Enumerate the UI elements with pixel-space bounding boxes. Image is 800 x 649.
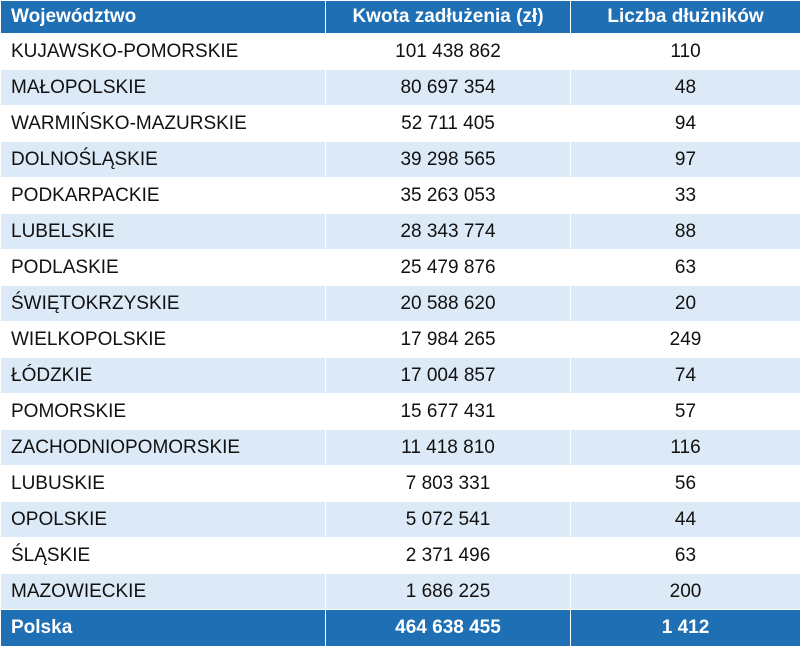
table-row — [1, 466, 800, 502]
cell-amount: 80 697 354 — [326, 70, 571, 106]
cell-total-debtors: 1 412 — [571, 610, 800, 647]
table-row — [1, 250, 800, 286]
cell-debtors: 57 — [571, 394, 800, 430]
table-row — [1, 358, 800, 394]
cell-region: ZACHODNIOPOMORSKIE — [1, 430, 326, 466]
table-header — [1, 1, 800, 34]
table-total-row — [1, 610, 800, 647]
cell-amount: 35 263 053 — [326, 178, 571, 214]
cell-amount: 5 072 541 — [326, 502, 571, 538]
cell-amount: 25 479 876 — [326, 250, 571, 286]
table-row — [1, 214, 800, 250]
cell-region: PODKARPACKIE — [1, 178, 326, 214]
cell-region: ŚLĄSKIE — [1, 538, 326, 574]
table-row — [1, 286, 800, 322]
cell-debtors: 74 — [571, 358, 800, 394]
cell-debtors: 110 — [571, 34, 800, 70]
cell-debtors: 63 — [571, 538, 800, 574]
cell-amount: 7 803 331 — [326, 466, 571, 502]
table-row — [1, 538, 800, 574]
table-row — [1, 178, 800, 214]
cell-region: LUBUSKIE — [1, 466, 326, 502]
cell-debtors: 97 — [571, 142, 800, 178]
table-row — [1, 322, 800, 358]
cell-debtors: 116 — [571, 430, 800, 466]
cell-region: WIELKOPOLSKIE — [1, 322, 326, 358]
cell-debtors: 33 — [571, 178, 800, 214]
cell-amount: 101 438 862 — [326, 34, 571, 70]
cell-amount: 15 677 431 — [326, 394, 571, 430]
table-row — [1, 502, 800, 538]
column-header-region: Województwo — [1, 1, 326, 34]
cell-region: PODLASKIE — [1, 250, 326, 286]
table-row — [1, 34, 800, 70]
cell-total-label: Polska — [1, 610, 326, 647]
cell-amount: 1 686 225 — [326, 574, 571, 610]
cell-amount: 17 004 857 — [326, 358, 571, 394]
cell-amount: 39 298 565 — [326, 142, 571, 178]
table-row — [1, 106, 800, 142]
table-body — [1, 34, 800, 647]
table-row — [1, 142, 800, 178]
cell-region: KUJAWSKO-POMORSKIE — [1, 34, 326, 70]
cell-amount: 52 711 405 — [326, 106, 571, 142]
table-row — [1, 574, 800, 610]
cell-region: ŁÓDZKIE — [1, 358, 326, 394]
cell-debtors: 56 — [571, 466, 800, 502]
column-header-debtors: Liczba dłużników — [571, 1, 800, 34]
table-header-row — [1, 1, 800, 34]
cell-region: MAZOWIECKIE — [1, 574, 326, 610]
cell-region: POMORSKIE — [1, 394, 326, 430]
cell-debtors: 48 — [571, 70, 800, 106]
cell-amount: 11 418 810 — [326, 430, 571, 466]
cell-debtors: 200 — [571, 574, 800, 610]
cell-debtors: 20 — [571, 286, 800, 322]
cell-debtors: 88 — [571, 214, 800, 250]
cell-region: LUBELSKIE — [1, 214, 326, 250]
cell-amount: 20 588 620 — [326, 286, 571, 322]
cell-debtors: 94 — [571, 106, 800, 142]
cell-debtors: 44 — [571, 502, 800, 538]
cell-region: WARMIŃSKO-MAZURSKIE — [1, 106, 326, 142]
table-row — [1, 70, 800, 106]
cell-amount: 2 371 496 — [326, 538, 571, 574]
cell-amount: 17 984 265 — [326, 322, 571, 358]
column-header-amount: Kwota zadłużenia (zł) — [326, 1, 571, 34]
table-row — [1, 430, 800, 466]
cell-debtors: 63 — [571, 250, 800, 286]
cell-debtors: 249 — [571, 322, 800, 358]
cell-total-amount: 464 638 455 — [326, 610, 571, 647]
cell-region: OPOLSKIE — [1, 502, 326, 538]
cell-region: ŚWIĘTOKRZYSKIE — [1, 286, 326, 322]
cell-region: MAŁOPOLSKIE — [1, 70, 326, 106]
cell-amount: 28 343 774 — [326, 214, 571, 250]
table-row — [1, 394, 800, 430]
cell-region: DOLNOŚLĄSKIE — [1, 142, 326, 178]
